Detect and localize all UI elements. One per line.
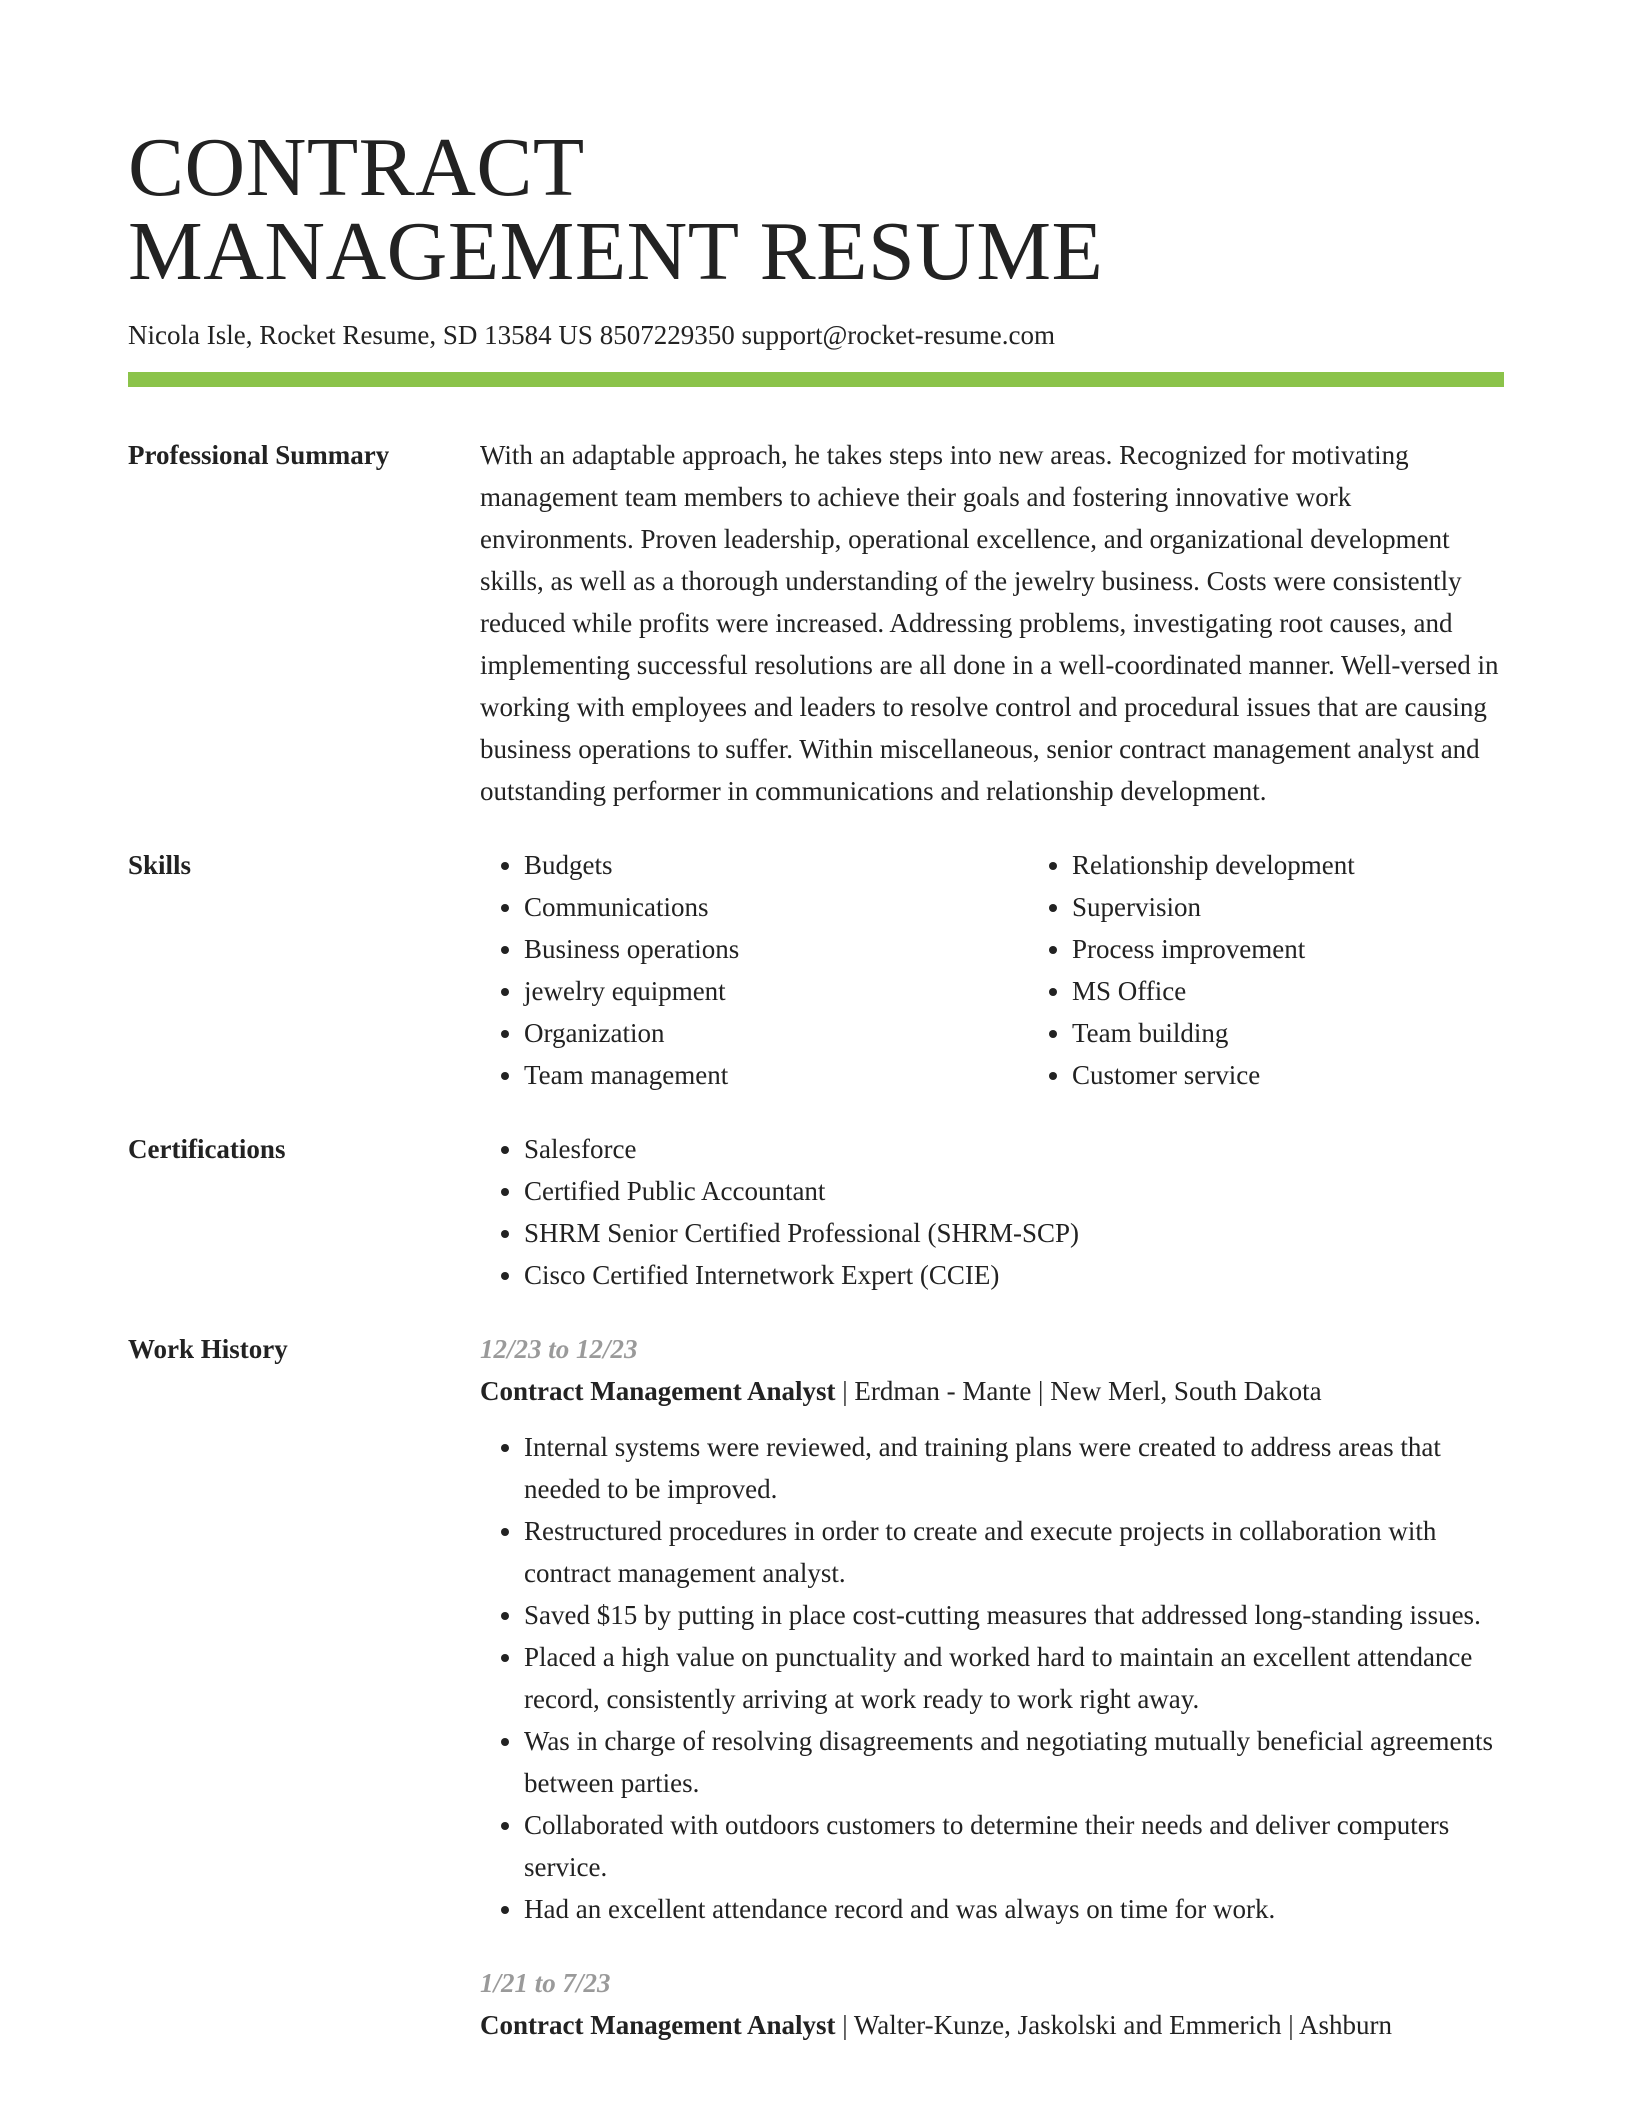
- job-title: Contract Management Analyst: [480, 2010, 836, 2040]
- section-label-summary: Professional Summary: [128, 440, 390, 470]
- job-bullet: • Saved $15 by putting in place cost-cutting measures that addressed long-standing issues.: [524, 1594, 1504, 1636]
- job-heading: [480, 1370, 1504, 1412]
- section-label-skills: Skills: [128, 850, 192, 880]
- job-bullet: • Placed a high value on punctuality and worked hard to maintain an excellent attendance record, consistently arriving at work ready to work right away.: [524, 1636, 1504, 1720]
- job-entry: [480, 1962, 1504, 2046]
- job-details: | Erdman - Mante | New Merl, South Dakota: [835, 1376, 1322, 1406]
- title-line-2: MANAGEMENT RESUME: [128, 205, 1104, 298]
- resume-page: [128, 121, 1504, 2046]
- skill-item: • jewelry equipment: [524, 970, 1028, 1012]
- skill-item: • Customer service: [1072, 1054, 1576, 1096]
- skills-section: [128, 844, 1504, 1096]
- skills-list-right: [1028, 844, 1576, 1096]
- section-label-certifications: Certifications: [128, 1134, 286, 1164]
- job-bullets: [480, 1426, 1504, 1930]
- skill-item: • Business operations: [524, 928, 1028, 970]
- certification-item: • Salesforce: [524, 1128, 1504, 1170]
- resume-header: [128, 121, 1504, 387]
- job-entry: [480, 1328, 1504, 1930]
- job-details: | Walter-Kunze, Jaskolski and Emmerich | Ashburn: [835, 2010, 1392, 2040]
- job-bullet: • Collaborated with outdoors customers to determine their needs and deliver computers service.: [524, 1804, 1504, 1888]
- job-dates: 12/23 to 12/23: [480, 1334, 638, 1364]
- section-label-work-history: Work History: [128, 1334, 288, 1364]
- certifications-body: [480, 1128, 1504, 1296]
- certification-item: • Cisco Certified Internetwork Expert (CCIE): [524, 1254, 1504, 1296]
- skill-item: • MS Office: [1072, 970, 1576, 1012]
- job-title: Contract Management Analyst: [480, 1376, 836, 1406]
- work-history-body: [480, 1328, 1504, 2046]
- resume-title: [128, 121, 1504, 298]
- skill-item: • Communications: [524, 886, 1028, 928]
- job-bullet: • Was in charge of resolving disagreements and negotiating mutually beneficial agreements between parties.: [524, 1720, 1504, 1804]
- job-heading: [480, 2004, 1504, 2046]
- summary-section: [128, 434, 1504, 812]
- job-bullet: • Internal systems were reviewed, and training plans were created to address areas that needed to be improved.: [524, 1426, 1504, 1510]
- contact-line: Nicola Isle, Rocket Resume, SD 13584 US 8507229350 support@rocket-resume.com: [128, 320, 1055, 350]
- skill-item: • Relationship development: [1072, 844, 1576, 886]
- job-bullet: • Restructured procedures in order to create and execute projects in collaboration with contract management analyst.: [524, 1510, 1504, 1594]
- certifications-section: [128, 1128, 1504, 1296]
- skill-item: • Team building: [1072, 1012, 1576, 1054]
- work-history-section: [128, 1328, 1504, 2046]
- skill-item: • Team management: [524, 1054, 1028, 1096]
- summary-text: With an adaptable approach, he takes steps into new areas. Recognized for motivating management team members to achieve their goals and fostering innovative work environments. Proven leadership, operational excellence, and organizational development skills, as well as a thorough understanding of the jewelry business. Costs were consistently reduced while profits were increased. Addressing problems, investigating root causes, and implementing successful resolutions are all done in a well-coordinated manner. Well-versed in working with employees and leaders to resolve control and procedural issues that are causing business operations to suffer. Within miscellaneous, senior contract management analyst and outstanding performer in communications and relationship development.: [480, 440, 1499, 806]
- job-bullet: • Had an excellent attendance record and was always on time for work.: [524, 1888, 1504, 1930]
- skills-list-left: [480, 844, 1028, 1096]
- title-line-1: CONTRACT: [128, 121, 585, 214]
- job-dates: 1/21 to 7/23: [480, 1968, 611, 1998]
- skill-item: • Budgets: [524, 844, 1028, 886]
- skill-item: • Process improvement: [1072, 928, 1576, 970]
- skill-item: • Organization: [524, 1012, 1028, 1054]
- certification-item: • SHRM Senior Certified Professional (SHRM-SCP): [524, 1212, 1504, 1254]
- skill-item: • Supervision: [1072, 886, 1576, 928]
- certifications-list: [480, 1128, 1504, 1296]
- certification-item: • Certified Public Accountant: [524, 1170, 1504, 1212]
- skills-columns: [480, 844, 1576, 1096]
- accent-divider: [128, 372, 1504, 387]
